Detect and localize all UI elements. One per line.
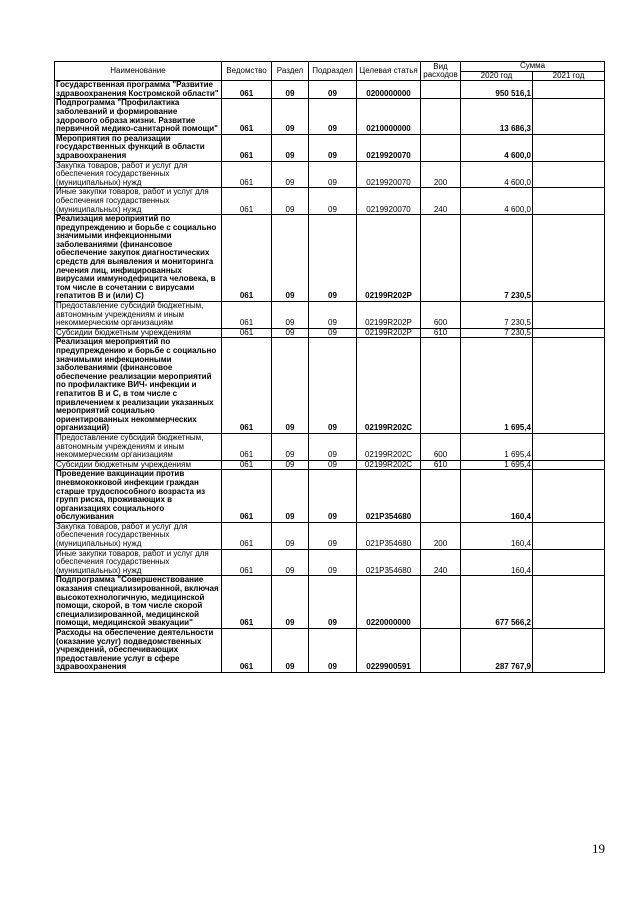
table-header xyxy=(55,62,605,81)
row-podrazdel: 09 xyxy=(309,549,357,576)
row-amount-2020: 4 600,0 xyxy=(461,134,533,161)
row-expense-type xyxy=(421,338,461,434)
header-vedomstvo: Ведомство xyxy=(222,62,272,81)
row-amount-2021 xyxy=(533,188,605,215)
row-razdel: 09 xyxy=(272,576,309,629)
row-expense-type xyxy=(421,576,461,629)
row-podrazdel: 09 xyxy=(309,215,357,302)
row-name: Субсидии бюджетным учреждениям xyxy=(55,328,222,338)
row-expense-type: 240 xyxy=(421,188,461,215)
row-podrazdel: 09 xyxy=(309,460,357,470)
row-amount-2021 xyxy=(533,460,605,470)
row-razdel: 09 xyxy=(272,99,309,134)
row-amount-2021 xyxy=(533,215,605,302)
row-name: Иные закупки товаров, работ и услуг для обеспечения государственных (муниципальных) нужд xyxy=(55,188,222,215)
table-row xyxy=(55,576,605,629)
table-row xyxy=(55,433,605,460)
row-name: Реализация мероприятий по предупреждению и борьбе с социально значимыми инфекционными заболеваниями (финансовое обеспечение закупок диагностических средств для выявления и мониторинга лечения лиц, инфицированных вирусами иммунодефицита человека, в том числе в сочетании с вирусами гепатитов В и (или) С) xyxy=(55,215,222,302)
row-razdel: 09 xyxy=(272,549,309,576)
row-podrazdel: 09 xyxy=(309,470,357,523)
table-row xyxy=(55,81,605,99)
table-row xyxy=(55,549,605,576)
row-amount-2020: 287 767,9 xyxy=(461,629,533,673)
row-name: Субсидии бюджетным учреждениям xyxy=(55,460,222,470)
row-razdel: 09 xyxy=(272,433,309,460)
row-podrazdel: 09 xyxy=(309,433,357,460)
row-expense-type xyxy=(421,81,461,99)
row-name: Предоставление субсидий бюджетным, автономным учреждениям и иным некоммерческим организациям xyxy=(55,302,222,329)
row-expense-type xyxy=(421,629,461,673)
header-razdel: Раздел xyxy=(272,62,309,81)
table-row xyxy=(55,302,605,329)
row-vedomstvo: 061 xyxy=(222,161,272,188)
row-razdel: 09 xyxy=(272,460,309,470)
row-amount-2020: 1 695,4 xyxy=(461,433,533,460)
row-amount-2021 xyxy=(533,81,605,99)
row-amount-2021 xyxy=(533,161,605,188)
row-target-article: 02199R202P xyxy=(357,215,421,302)
table-row xyxy=(55,161,605,188)
row-podrazdel: 09 xyxy=(309,161,357,188)
row-razdel: 09 xyxy=(272,161,309,188)
row-vedomstvo: 061 xyxy=(222,134,272,161)
row-amount-2021 xyxy=(533,629,605,673)
row-razdel: 09 xyxy=(272,522,309,549)
row-amount-2021 xyxy=(533,470,605,523)
row-target-article: 02199R202C xyxy=(357,338,421,434)
row-name: Закупка товаров, работ и услуг для обеспечения государственных (муниципальных) нужд xyxy=(55,161,222,188)
row-amount-2020: 160,4 xyxy=(461,549,533,576)
row-name: Государственная программа "Развитие здравоохранения Костромской области" xyxy=(55,81,222,99)
row-name: Иные закупки товаров, работ и услуг для обеспечения государственных (муниципальных) нужд xyxy=(55,549,222,576)
row-vedomstvo: 061 xyxy=(222,522,272,549)
row-vedomstvo: 061 xyxy=(222,549,272,576)
row-amount-2020: 950 516,1 xyxy=(461,81,533,99)
row-razdel: 09 xyxy=(272,470,309,523)
header-year-2020: 2020 год xyxy=(461,71,533,81)
row-podrazdel: 09 xyxy=(309,134,357,161)
row-razdel: 09 xyxy=(272,629,309,673)
row-name: Расходы на обеспечение деятельности (оказание услуг) подведомственных учреждений, обеспечивающих предоставление услуг в сфере здравоохранения xyxy=(55,629,222,673)
row-amount-2021 xyxy=(533,549,605,576)
row-name: Подпрограмма "Совершенствование оказания специализированной, включая высокотехнологичную, медицинской помощи, скорой, в том числе скорой специализированной, медицинской помощи, медицинской эвакуации" xyxy=(55,576,222,629)
table-row xyxy=(55,470,605,523)
row-amount-2020: 1 695,4 xyxy=(461,460,533,470)
row-vedomstvo: 061 xyxy=(222,81,272,99)
table-row xyxy=(55,99,605,134)
row-name: Предоставление субсидий бюджетным, автономным учреждениям и иным некоммерческим организациям xyxy=(55,433,222,460)
row-amount-2020: 4 600,0 xyxy=(461,161,533,188)
row-amount-2020: 4 600,0 xyxy=(461,188,533,215)
row-expense-type xyxy=(421,215,461,302)
row-vedomstvo: 061 xyxy=(222,99,272,134)
header-name: Наименование xyxy=(55,62,222,81)
row-target-article: 02199R202C xyxy=(357,460,421,470)
row-vedomstvo: 061 xyxy=(222,576,272,629)
budget-table xyxy=(54,61,605,673)
row-vedomstvo: 061 xyxy=(222,470,272,523)
row-target-article: 02199R202P xyxy=(357,328,421,338)
row-podrazdel: 09 xyxy=(309,522,357,549)
row-amount-2021 xyxy=(533,328,605,338)
row-expense-type: 200 xyxy=(421,161,461,188)
row-razdel: 09 xyxy=(272,302,309,329)
row-razdel: 09 xyxy=(272,134,309,161)
row-razdel: 09 xyxy=(272,81,309,99)
row-name: Реализация мероприятий по предупреждению и борьбе с социально значимыми инфекционными заболеваниями (финансовое обеспечение реализации мероприятий по профилактике ВИЧ- инфекции и гепатитов В и С, в том числе с привлечением к реализации указанных мероприятий социально ориентированных некоммерческих организаций) xyxy=(55,338,222,434)
row-expense-type: 600 xyxy=(421,302,461,329)
row-name: Мероприятия по реализации государственных функций в области здравоохранения xyxy=(55,134,222,161)
row-amount-2021 xyxy=(533,576,605,629)
page-number: 19 xyxy=(592,841,605,856)
row-target-article: 0219920070 xyxy=(357,188,421,215)
row-expense-type: 610 xyxy=(421,328,461,338)
header-sum: Сумма xyxy=(461,62,605,72)
table-row xyxy=(55,338,605,434)
row-razdel: 09 xyxy=(272,338,309,434)
row-target-article: 0229900591 xyxy=(357,629,421,673)
row-target-article: 021P354680 xyxy=(357,522,421,549)
row-amount-2020: 160,4 xyxy=(461,470,533,523)
row-vedomstvo: 061 xyxy=(222,629,272,673)
row-amount-2020: 7 230,5 xyxy=(461,302,533,329)
row-podrazdel: 09 xyxy=(309,629,357,673)
row-name: Закупка товаров, работ и услуг для обеспечения государственных (муниципальных) нужд xyxy=(55,522,222,549)
row-amount-2020: 677 566,2 xyxy=(461,576,533,629)
row-expense-type xyxy=(421,134,461,161)
row-vedomstvo: 061 xyxy=(222,433,272,460)
row-amount-2021 xyxy=(533,522,605,549)
table-body xyxy=(55,81,605,673)
row-amount-2021 xyxy=(533,99,605,134)
table-row xyxy=(55,134,605,161)
row-amount-2020: 7 230,5 xyxy=(461,328,533,338)
row-name: Подпрограмма "Профилактика заболеваний и формирование здорового образа жизни. Развитие первичной медико-санитарной помощи" xyxy=(55,99,222,134)
row-amount-2020: 1 695,4 xyxy=(461,338,533,434)
table-row xyxy=(55,522,605,549)
header-podrazdel: Подраздел xyxy=(309,62,357,81)
row-target-article: 0220000000 xyxy=(357,576,421,629)
row-podrazdel: 09 xyxy=(309,338,357,434)
row-vedomstvo: 061 xyxy=(222,328,272,338)
row-expense-type: 600 xyxy=(421,433,461,460)
row-expense-type: 200 xyxy=(421,522,461,549)
row-target-article: 0219920070 xyxy=(357,161,421,188)
row-target-article: 0200000000 xyxy=(357,81,421,99)
row-amount-2020: 13 686,3 xyxy=(461,99,533,134)
row-podrazdel: 09 xyxy=(309,99,357,134)
row-amount-2021 xyxy=(533,302,605,329)
header-target-article: Целевая статья xyxy=(357,62,421,81)
row-vedomstvo: 061 xyxy=(222,338,272,434)
row-podrazdel: 09 xyxy=(309,328,357,338)
row-amount-2020: 160,4 xyxy=(461,522,533,549)
row-name: Проведение вакцинации против пневмококковой инфекции граждан старше трудоспособного возраста из групп риска, проживающих в организациях социального обслуживания xyxy=(55,470,222,523)
row-target-article: 0210000000 xyxy=(357,99,421,134)
row-podrazdel: 09 xyxy=(309,302,357,329)
row-target-article: 02199R202C xyxy=(357,433,421,460)
row-expense-type: 240 xyxy=(421,549,461,576)
row-amount-2021 xyxy=(533,433,605,460)
row-target-article: 0219920070 xyxy=(357,134,421,161)
row-razdel: 09 xyxy=(272,188,309,215)
row-amount-2021 xyxy=(533,338,605,434)
row-podrazdel: 09 xyxy=(309,188,357,215)
row-vedomstvo: 061 xyxy=(222,460,272,470)
row-razdel: 09 xyxy=(272,328,309,338)
row-razdel: 09 xyxy=(272,215,309,302)
table-row xyxy=(55,188,605,215)
row-amount-2020: 7 230,5 xyxy=(461,215,533,302)
row-expense-type xyxy=(421,99,461,134)
table-row xyxy=(55,629,605,673)
row-expense-type xyxy=(421,470,461,523)
header-expense-type: Вид расходов xyxy=(421,62,461,81)
table-row xyxy=(55,215,605,302)
row-target-article: 021P354680 xyxy=(357,549,421,576)
row-expense-type: 610 xyxy=(421,460,461,470)
header-year-2021: 2021 год xyxy=(533,71,605,81)
row-vedomstvo: 061 xyxy=(222,188,272,215)
row-target-article: 02199R202P xyxy=(357,302,421,329)
row-target-article: 021P354680 xyxy=(357,470,421,523)
row-podrazdel: 09 xyxy=(309,576,357,629)
row-podrazdel: 09 xyxy=(309,81,357,99)
row-vedomstvo: 061 xyxy=(222,215,272,302)
row-amount-2021 xyxy=(533,134,605,161)
row-vedomstvo: 061 xyxy=(222,302,272,329)
